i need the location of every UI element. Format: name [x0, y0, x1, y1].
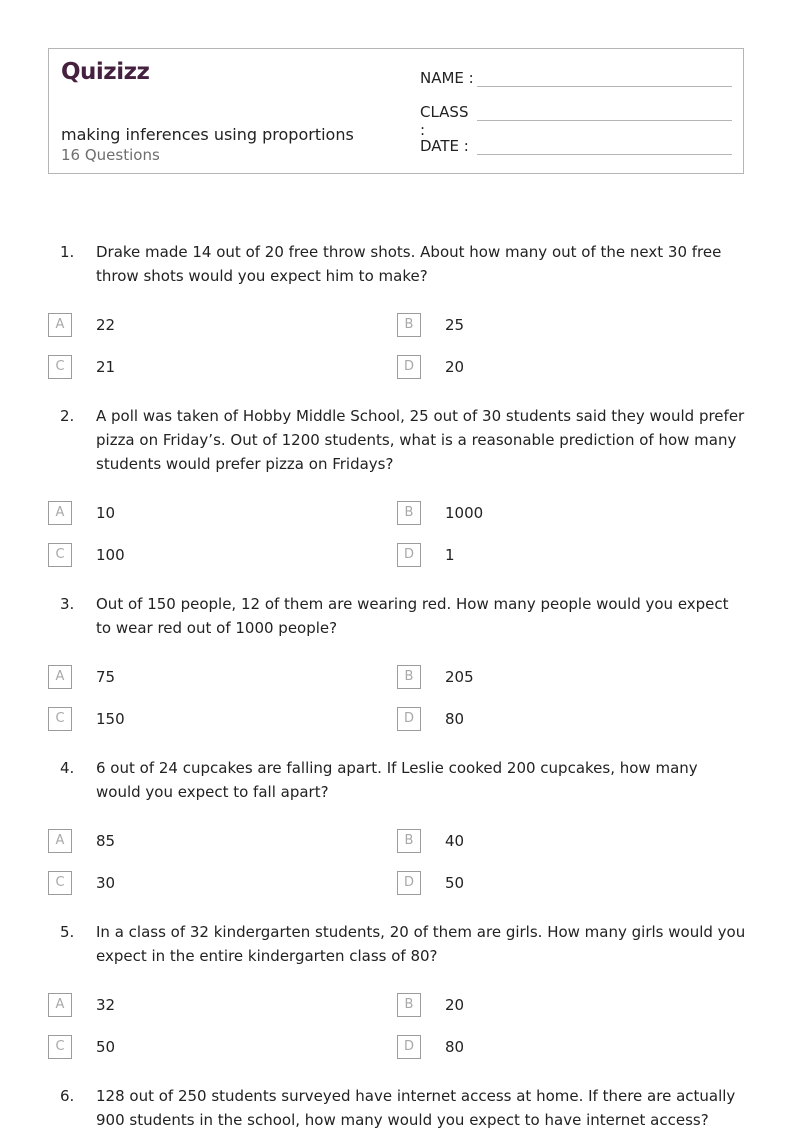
- option-letter-box: A: [48, 993, 72, 1017]
- option-letter-box: D: [397, 543, 421, 567]
- option-text: 50: [96, 1038, 116, 1056]
- question-number: 3.: [60, 595, 75, 613]
- option-letter-box: B: [397, 993, 421, 1017]
- name-label: NAME :: [420, 69, 474, 87]
- option-letter-box: C: [48, 543, 72, 567]
- question-number: 1.: [60, 243, 75, 261]
- option-text: 22: [96, 316, 116, 334]
- option-text: 80: [445, 710, 465, 728]
- question-number: 4.: [60, 759, 75, 777]
- option-text: 75: [96, 668, 116, 686]
- option-letter-box: A: [48, 829, 72, 853]
- worksheet-header: [48, 48, 744, 174]
- option-letter-box: B: [397, 501, 421, 525]
- option-letter-box: C: [48, 707, 72, 731]
- option-text: 85: [96, 832, 116, 850]
- option-letter-box: D: [397, 355, 421, 379]
- question-text: Out of 150 people, 12 of them are wearing red. How many people would you expect to wear red out of 1000 people?: [96, 595, 729, 637]
- name-field: [420, 69, 478, 87]
- date-line: [477, 154, 732, 155]
- option-text: 1: [445, 546, 455, 564]
- option-letter-box: D: [397, 871, 421, 895]
- option-text: 80: [445, 1038, 465, 1056]
- option-text: 20: [445, 996, 465, 1014]
- option-letter-box: C: [48, 871, 72, 895]
- option-text: 100: [96, 546, 125, 564]
- question-number: 5.: [60, 923, 75, 941]
- worksheet-title: making inferences using proportions: [61, 125, 354, 144]
- option-letter-box: D: [397, 1035, 421, 1059]
- question-text: Drake made 14 out of 20 free throw shots. About how many out of the next 30 free throw shots would you expect him to make?: [96, 243, 722, 285]
- question-text: 128 out of 250 students surveyed have internet access at home. If there are actually 900 students in the school, how many would you expect to have internet access?: [96, 1087, 736, 1129]
- class-line: [477, 120, 732, 121]
- question-count: 16 Questions: [61, 146, 160, 164]
- option-text: 205: [445, 668, 474, 686]
- question-text: 6 out of 24 cupcakes are falling apart. If Leslie cooked 200 cupcakes, how many would you expect to fall apart?: [96, 759, 698, 801]
- option-letter-box: B: [397, 829, 421, 853]
- option-letter-box: B: [397, 665, 421, 689]
- date-label: DATE :: [420, 137, 469, 155]
- option-letter-box: C: [48, 1035, 72, 1059]
- option-letter-box: C: [48, 355, 72, 379]
- question-text: A poll was taken of Hobby Middle School, 25 out of 30 students said they would prefer pizza on Friday’s. Out of 1200 students, what is a reasonable prediction of how many students would prefer pizza on Fridays?: [96, 407, 745, 473]
- question-number: 6.: [60, 1087, 75, 1105]
- option-letter-box: A: [48, 665, 72, 689]
- option-text: 40: [445, 832, 465, 850]
- option-letter-box: A: [48, 501, 72, 525]
- class-field: [420, 103, 478, 139]
- option-text: 25: [445, 316, 465, 334]
- date-field: [420, 137, 478, 155]
- option-letter-box: A: [48, 313, 72, 337]
- option-text: 20: [445, 358, 465, 376]
- quizizz-logo: Quizizz: [61, 59, 150, 85]
- option-text: 21: [96, 358, 116, 376]
- option-text: 1000: [445, 504, 484, 522]
- question-text: In a class of 32 kindergarten students, 20 of them are girls. How many girls would you expect in the entire kindergarten class of 80?: [96, 923, 746, 965]
- option-letter-box: B: [397, 313, 421, 337]
- name-line: [477, 86, 732, 87]
- option-text: 150: [96, 710, 125, 728]
- option-letter-box: D: [397, 707, 421, 731]
- option-text: 10: [96, 504, 116, 522]
- option-text: 50: [445, 874, 465, 892]
- option-text: 32: [96, 996, 116, 1014]
- question-number: 2.: [60, 407, 75, 425]
- option-text: 30: [96, 874, 116, 892]
- class-label: CLASS :: [420, 103, 469, 139]
